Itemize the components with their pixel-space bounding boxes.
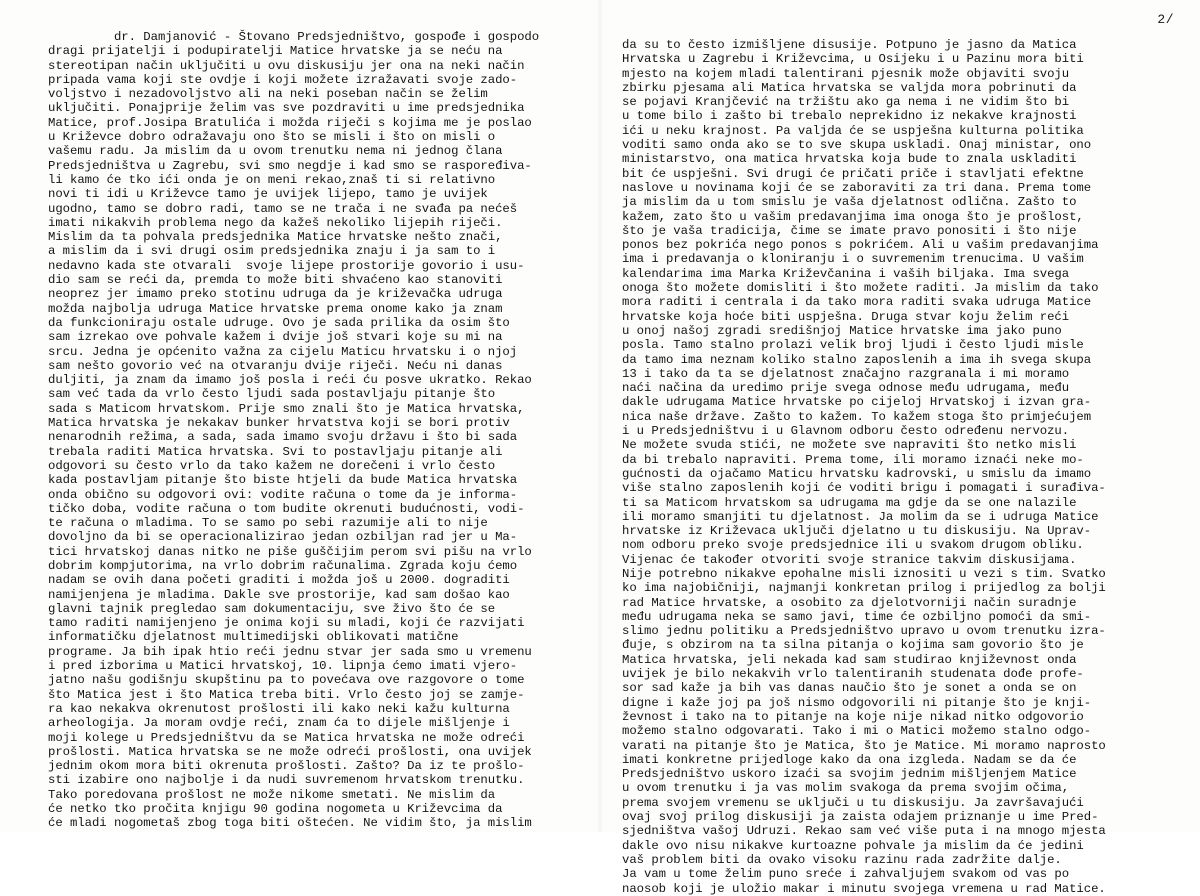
right-page-text (622, 38, 1106, 896)
text-line: đuje, s obzirom na ta silna pitanja o kojima sam govorio što je (622, 638, 1084, 653)
text-line: 13 i tako da ta se djelatnost značajno razgranala i mi moramo (622, 366, 1070, 381)
text-line: hrvatske koja hoće biti uspješna. Druga stvar koju želim reći (622, 309, 1070, 324)
text-line: hrvatske iz Križevaca uključi djelatno u tu diskusiju. Na Uprav- (622, 524, 1092, 539)
text-line: Hrvatska u Zagrebu i Križevcima, u Osijeku i u Pazinu mora biti (622, 52, 1084, 67)
text-line: među udrugama neka se samo javi, time će ozbiljno pomoći da smi- (622, 609, 1092, 624)
text-line: Matica hrvatska je nekakav bunker hrvatstva koji se bori protiv (48, 416, 510, 431)
text-line: sti izabire ono najbolje i da nudi suvremenom hrvatskom trenutku. (48, 773, 525, 788)
text-line: naosob koji je uložio makar i minutu svojega vremena u rad Matice. (622, 881, 1106, 896)
text-line: digne i kaže joj pa još nismo odgovorili ni pitanje što je knji- (622, 695, 1092, 710)
text-line: i u Predsjedništvu i u Glavnom odboru često određenu nervozu. (622, 424, 1070, 439)
text-line: voditi samo onda ako se to sve skupa uskladi. Onaj ministar, ono (622, 138, 1092, 153)
text-line: srcu. Jedna je općenito važna za cijelu Maticu hrvatsku i o njoj (48, 344, 518, 359)
text-line: dakle ovo nisu nikakve kurtoazne pohvale ja mislim da će jedini (622, 838, 1084, 853)
text-line: Nije potrebno nikakve epohalne misli iznositi u vezi s tim. Svatko (622, 566, 1106, 581)
text-line: bit će uspješni. Svi drugi će pričati priče i stavljati efektne (622, 166, 1084, 181)
text-line: u Križevce dobro odražavaju ono što se misli i što on misli o (48, 130, 496, 145)
text-line: kada postavljam pitanje što biste htjeli da bude Matica hrvatska (48, 473, 518, 488)
text-line: u ovom trenutku i ja vas molim svakoga da prema svojim očima, (622, 781, 1070, 796)
text-line: uključiti. Ponajprije želim vas sve pozdraviti u ime predsjednika (48, 101, 525, 116)
text-line: jednim okom mora biti okrenuta prošlosti. Zašto? Da iz te prošlo- (48, 759, 525, 774)
text-line: ovaj svoj prilog diskusiji ja zaista odajem priznanje u ime Pred- (622, 810, 1099, 825)
text-line: se pojavi Kranjčević na tržištu ako ga nema i ne vidim što bi (622, 95, 1070, 110)
text-line: odgovori su često vrlo da tako kažem ne dorečeni i vrlo često (48, 458, 496, 473)
text-line: vaš problem biti da ovako visoku razinu rada zadržite dalje. (622, 852, 1062, 867)
text-line: u onoj našoj zgradi središnjoj Matice hrvatske ima jako puno (622, 323, 1062, 338)
text-line: naći načina da uredimo prije svega odnose među udrugama, među (622, 381, 1070, 396)
text-line: ugodno, tamo se dobro radi, tamo se ne trača i ne svađa pa nećeš (48, 201, 518, 216)
text-line: što Matica jest i što Matica treba biti. Vrlo često joj se zamje- (48, 687, 525, 702)
text-line: dr. Damjanović - Štovano Predsjedništvo, gospođe i gospodo (48, 30, 540, 44)
text-line: posla. Tamo stalno prolazi velik broj ljudi i često ljudi misle (622, 338, 1084, 353)
text-line: nedavno kada ste otvarali svoje lijepe prostorije govorio i usu- (48, 258, 525, 273)
text-line: u tome bilo i zašto bi trebalo neprekidno iz nekakve krajnosti (622, 109, 1077, 124)
text-line: nadam se ovih dana početi graditi i možda još u 2000. dograditi (48, 573, 510, 588)
text-line: sam nešto govorio već na otvaranju dvije riječi. Neću ni danas (48, 358, 503, 373)
text-line: dovoljno da bi se operacionalizirao jedan ozbiljan rad jer u Ma- (48, 530, 518, 545)
text-line: Ja vam u tome želim puno sreće i zahvaljujem svakom od vas po (622, 867, 1070, 882)
text-line: Ne možete svuda stići, ne možete sve napraviti što netko misli (622, 438, 1077, 453)
text-line: će mladi nogometaš zbog toga biti oštećen. Ne vidim što, ja mislim (48, 816, 532, 831)
text-line: gućnosti da ojačamo Maticu hrvatsku kadrovski, u smislu da imamo (622, 466, 1092, 481)
text-line: ko ima najobičniji, najmanji konkretan prilog i prijedlog za bolji (622, 581, 1106, 596)
text-line: više stalno zaposlenih koji će voditi brigu i pomagati i surađiva- (622, 481, 1106, 496)
right-page (600, 0, 1200, 896)
text-line: dragi prijatelji i podupiratelji Matice hrvatske ja se neću na (48, 44, 503, 59)
text-line: Matica hrvatska, jeli nekada kad sam studirao književnost onda (622, 652, 1077, 667)
text-line: slimo jednu politiku a Predsjedništvo upravo u ovom trenutku izra- (622, 624, 1106, 639)
text-line: da bi trebalo napraviti. Prema tome, ili moramo iznaći neke mo- (622, 452, 1084, 467)
left-page-text (48, 30, 539, 831)
text-line: da funkcioniraju ostale udruge. Ovo je sada prilika da osim što (48, 315, 510, 330)
page-number: 2/ (1157, 12, 1174, 27)
text-line: sor sad kaže ja bih vas danas naučio što je sonet a onda se on (622, 681, 1077, 696)
text-line: ili moramo smanjiti tu djelatnost. Ja molim da se i udruga Matice (622, 509, 1099, 524)
text-line: jatno našu godišnju skupštinu pa to povećava ove razgovore o tome (48, 673, 525, 688)
text-line: tamo raditi namijenjeno je onima koji su mladi, koji će razvijati (48, 616, 525, 631)
text-line: kalendarima ima Marka Križevčanina i vaših biljaka. Ima svega (622, 266, 1070, 281)
text-line: te računa o mladima. To se samo po sebi razumije ali to nije (48, 516, 488, 531)
text-line: ja mislim da u tom smislu je vaša djelatnost odlična. Zašto to (622, 195, 1077, 210)
text-line: Matice, prof.Josipa Bratulića i možda riječi s kojima me je poslao (48, 115, 532, 130)
text-line: programe. Ja bih ipak htio reći jednu stvar jer sada smo u vremenu (48, 644, 532, 659)
text-line: ići u neku krajnost. Pa valjda će se uspješna kulturna politika (622, 123, 1084, 138)
text-line: stereotipan način uključiti u ovu diskusiju jer ona na neki način (48, 58, 525, 73)
text-line: ministarstvo, ona matica hrvatska koja bude to znala uskladiti (622, 152, 1077, 167)
text-line: namijenjena je mladima. Dakle sve prostorije, kad sam došao kao (48, 587, 510, 602)
text-line: ti sa Maticom hrvatskom sa udrugama ma gdje da se one nalazile (622, 495, 1077, 510)
text-line: da su to često izmišljene disusije. Potpuno je jasno da Matica (622, 38, 1077, 52)
text-line: moji kolege u Predsjedništvu da se Matica hrvatska ne može odreći (48, 730, 525, 745)
text-line: zbirku pjesama ali Matica hrvatska se valjda mora pobrinuti da (622, 80, 1077, 95)
text-line: mora raditi i centrala i da tako mora raditi svaka udruga Matice (622, 295, 1092, 310)
text-line: dio sam se reći da, premda to može biti shvaćeno kao stanoviti (48, 273, 503, 288)
text-line: onda obično su odgovori ovi: vodite računa o tome da je informa- (48, 487, 518, 502)
text-line: ra kao nekakva okrenutost prošlosti ili kako neki kažu kulturna (48, 701, 510, 716)
text-line: što je vaša tradicija, čime se imate pravo ponositi i što nije (622, 223, 1077, 238)
text-line: ževnost i tako na to pitanje na koje nije nikad nitko odgovorio (622, 709, 1084, 724)
text-line: će netko tko pročita knjigu 90 godina nogometa u Križevcima da (48, 802, 503, 817)
text-line: možda najbolja udruga Matice hrvatske prema onome kako ja znam (48, 301, 503, 316)
text-line: sam već tada da vrlo često ljudi sada postavljaju pitanje što (48, 387, 496, 402)
text-line: nom odboru preko svoje predsjednice ili u svakom drugom obliku. (622, 538, 1084, 553)
text-line: tičko doba, vodite računa o tom budite okrenuti budućnosti, vodi- (48, 501, 525, 516)
text-line: rad Matice hrvatske, a osobito za djelotvorniji način suradnje (622, 595, 1077, 610)
text-line: imati nikakvih problema nego da kažeš nekoliko lijepih riječi. (48, 215, 503, 230)
text-line: onoga što možete domisliti i što možete raditi. Ja mislim da tako (622, 281, 1099, 296)
text-line: neoprez jer imamo preko stotinu udruga da je križevačka udruga (48, 287, 503, 302)
text-line: uvijek je bilo nekakvih vrlo talentiranih studenata dođe profe- (622, 667, 1084, 682)
text-line: dakle udrugama Matice hrvatske po cijeloj Hrvatskoj i izvan gra- (622, 395, 1092, 410)
text-line: voljstvo i nezadovoljstvo ali na neki poseban način se želim (48, 87, 488, 102)
text-line: da tamo ima neznam koliko stalno zaposlenih a ima ih svega skupa (622, 352, 1092, 367)
text-line: mjesto na kojem mladi talentirani pjesnik može objaviti svoju (622, 66, 1070, 81)
text-line: Tako poredovana prošlost ne može nikome smetati. Ne mislim da (48, 787, 496, 802)
text-line: glavni tajnik pregledao sam dokumentaciju, sve živo što će se (48, 601, 496, 616)
text-line: i pred izborima u Matici hrvatskoj, 10. lipnja ćemo imati vjero- (48, 659, 518, 674)
text-line: ima i predavanja o kloniranju i o suvremenim trenucima. U vašim (622, 252, 1084, 267)
left-page (0, 0, 600, 832)
text-line: trebala raditi Matica hrvatska. Svi to postavljaju pitanje ali (48, 444, 503, 459)
text-line: sada s Maticom hrvatskom. Prije smo znali što je Matica hrvatska, (48, 401, 525, 416)
text-line: Vijenac će također otvoriti svoje stranice takvim diskusijama. (622, 552, 1077, 567)
text-line: imati konkretne prijedloge kako da ona izgleda. Nadam se da će (622, 752, 1077, 767)
text-line: duljiti, ja znam da imamo još posla i reći ću posve ukratko. Rekao (48, 373, 532, 388)
text-line: ponos bez pokrića nego ponos s pokrićem. Ali u vašim predavanjima (622, 238, 1099, 253)
text-line: sam izrekao ove pohvale kažem i dvije još stvari koje su mi na (48, 330, 503, 345)
text-line: možemo stalno odgovarati. Tako i mi o Matici možemo stalno odgo- (622, 724, 1092, 739)
text-line: novi ti idi u Križevce tamo je uvijek lijepo, tamo je uvijek (48, 187, 488, 202)
text-line: Predsjedništvo uskoro izaći sa svojim jednim mišljenjem Matice (622, 767, 1077, 782)
text-line: tici hrvatskoj danas nitko ne piše guščijim perom svi pišu na vrlo (48, 544, 532, 559)
text-line: Mislim da ta pohvala predsjednika Matice hrvatske nešto znači, (48, 230, 503, 245)
text-line: kažem, zato što u vašim predavanjima ima onoga što je prošlost, (622, 209, 1084, 224)
text-line: a mislim da i svi drugi osim predsjednika znaju i ja sam to i (48, 244, 496, 259)
text-line: nenarodnih režima, a sada, sada imamo svoju državu i što bi sada (48, 430, 518, 445)
text-line: dobrim kompjutorima, na vrlo dobrim računalima. Zgrada koju ćemo (48, 558, 518, 573)
text-line: varati na pitanje što je Matica, što je Matice. Mi moramo naprosto (622, 738, 1106, 753)
text-line: Predsjedništva u Zagrebu, svi smo negdje i kad smo se raspoređiva- (48, 158, 532, 173)
text-line: li kamo će tko ići onda je on meni rekao,znaš ti si relativno (48, 172, 496, 187)
text-line: arheologija. Ja moram ovdje reći, znam ća to dijele mišljenje i (48, 716, 510, 731)
text-line: vašemu radu. Ja mislim da u ovom trenutku nema ni jednog člana (48, 144, 503, 159)
text-line: nica naše države. Zašto to kažem. To kažem stoga što primjećujem (622, 409, 1092, 424)
text-line: informatičku djelatnost multimedijski oblikovati matične (48, 630, 459, 645)
text-line: prošlosti. Matica hrvatska se ne može odreći prošlosti, ona uvijek (48, 744, 532, 759)
text-line: pripada vama koji ste ovdje i koji možete izražavati svoje zado- (48, 72, 518, 87)
text-line: sjedništva vašoj Udruzi. Rekao sam već više puta i na mnogo mjesta (622, 824, 1106, 839)
text-line: naslove u novinama koji će se zaboraviti za tri dana. Prema tome (622, 180, 1092, 195)
text-line: prema svojem vremenu se uključi u tu diskusiju. Ja završavajući (622, 795, 1084, 810)
